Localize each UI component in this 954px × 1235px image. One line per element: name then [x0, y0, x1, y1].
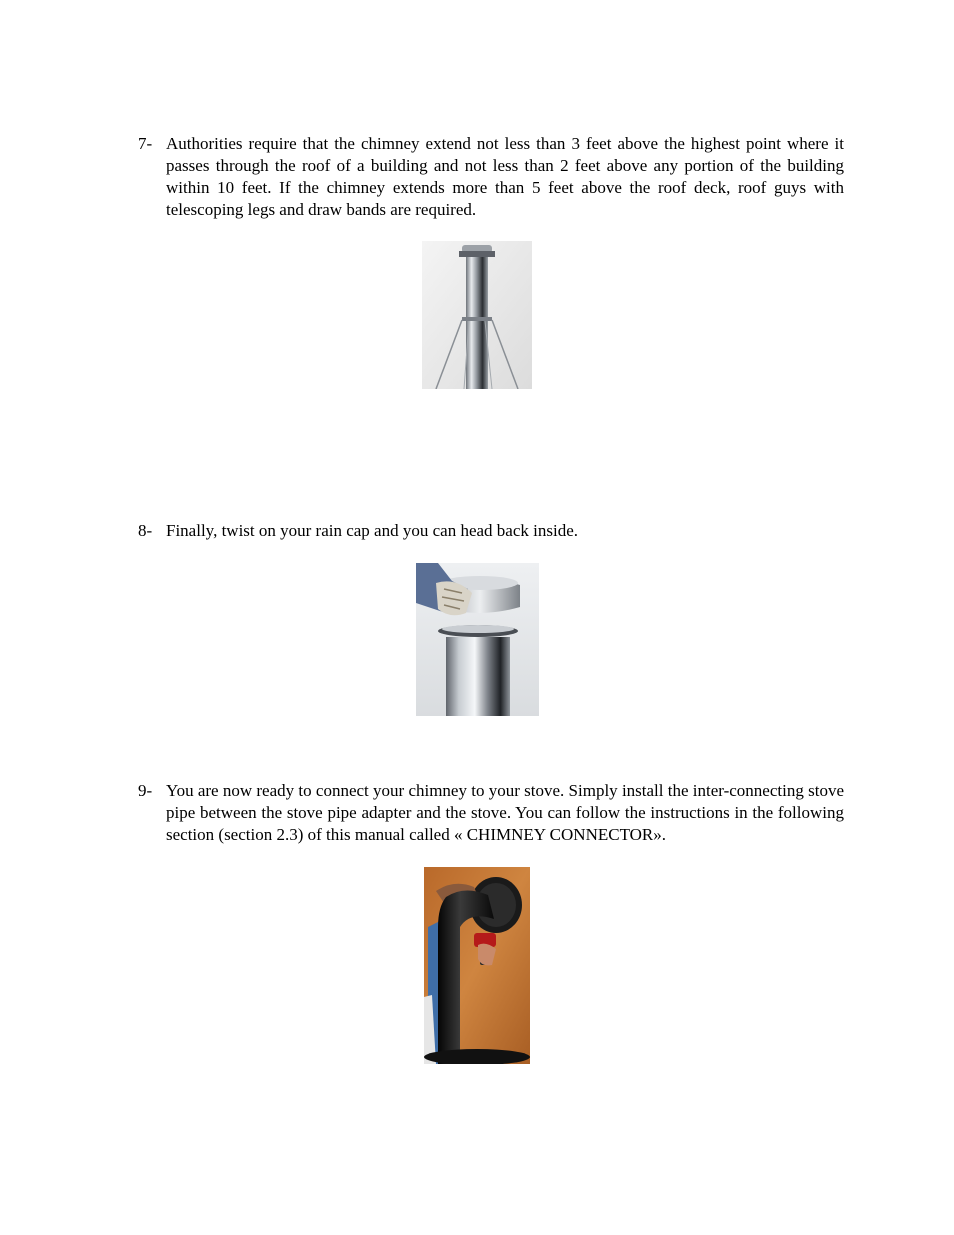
step-7-number: 7- [138, 134, 153, 153]
step-7-text: Authorities require that the chimney extend not less than 3 feet above the highest point where it passes through the roof of a building and not less than 2 feet above any portion of the building within 10 feet. If the chimney extends more than 5 feet above the roof deck, roof guys with telescoping legs and draw bands are required. [166, 134, 844, 219]
rain-cap-photo [416, 563, 539, 716]
step-8 [138, 520, 844, 542]
step-9 [138, 780, 844, 846]
step-7 [138, 133, 844, 221]
step-8-text: Finally, twist on your rain cap and you can head back inside. [166, 521, 578, 540]
step-8-number: 8- [138, 521, 153, 540]
step-9-text: You are now ready to connect your chimney to your stove. Simply install the inter-connecting stove pipe between the stove pipe adapter and the stove. You can follow the instructions in the following section (section 2.3) of this manual called « CHIMNEY CONNECTOR». [166, 781, 844, 844]
stove-pipe-connection-photo [424, 867, 530, 1064]
step-9-number: 9- [138, 781, 153, 800]
chimney-roof-guys-photo [422, 241, 532, 389]
